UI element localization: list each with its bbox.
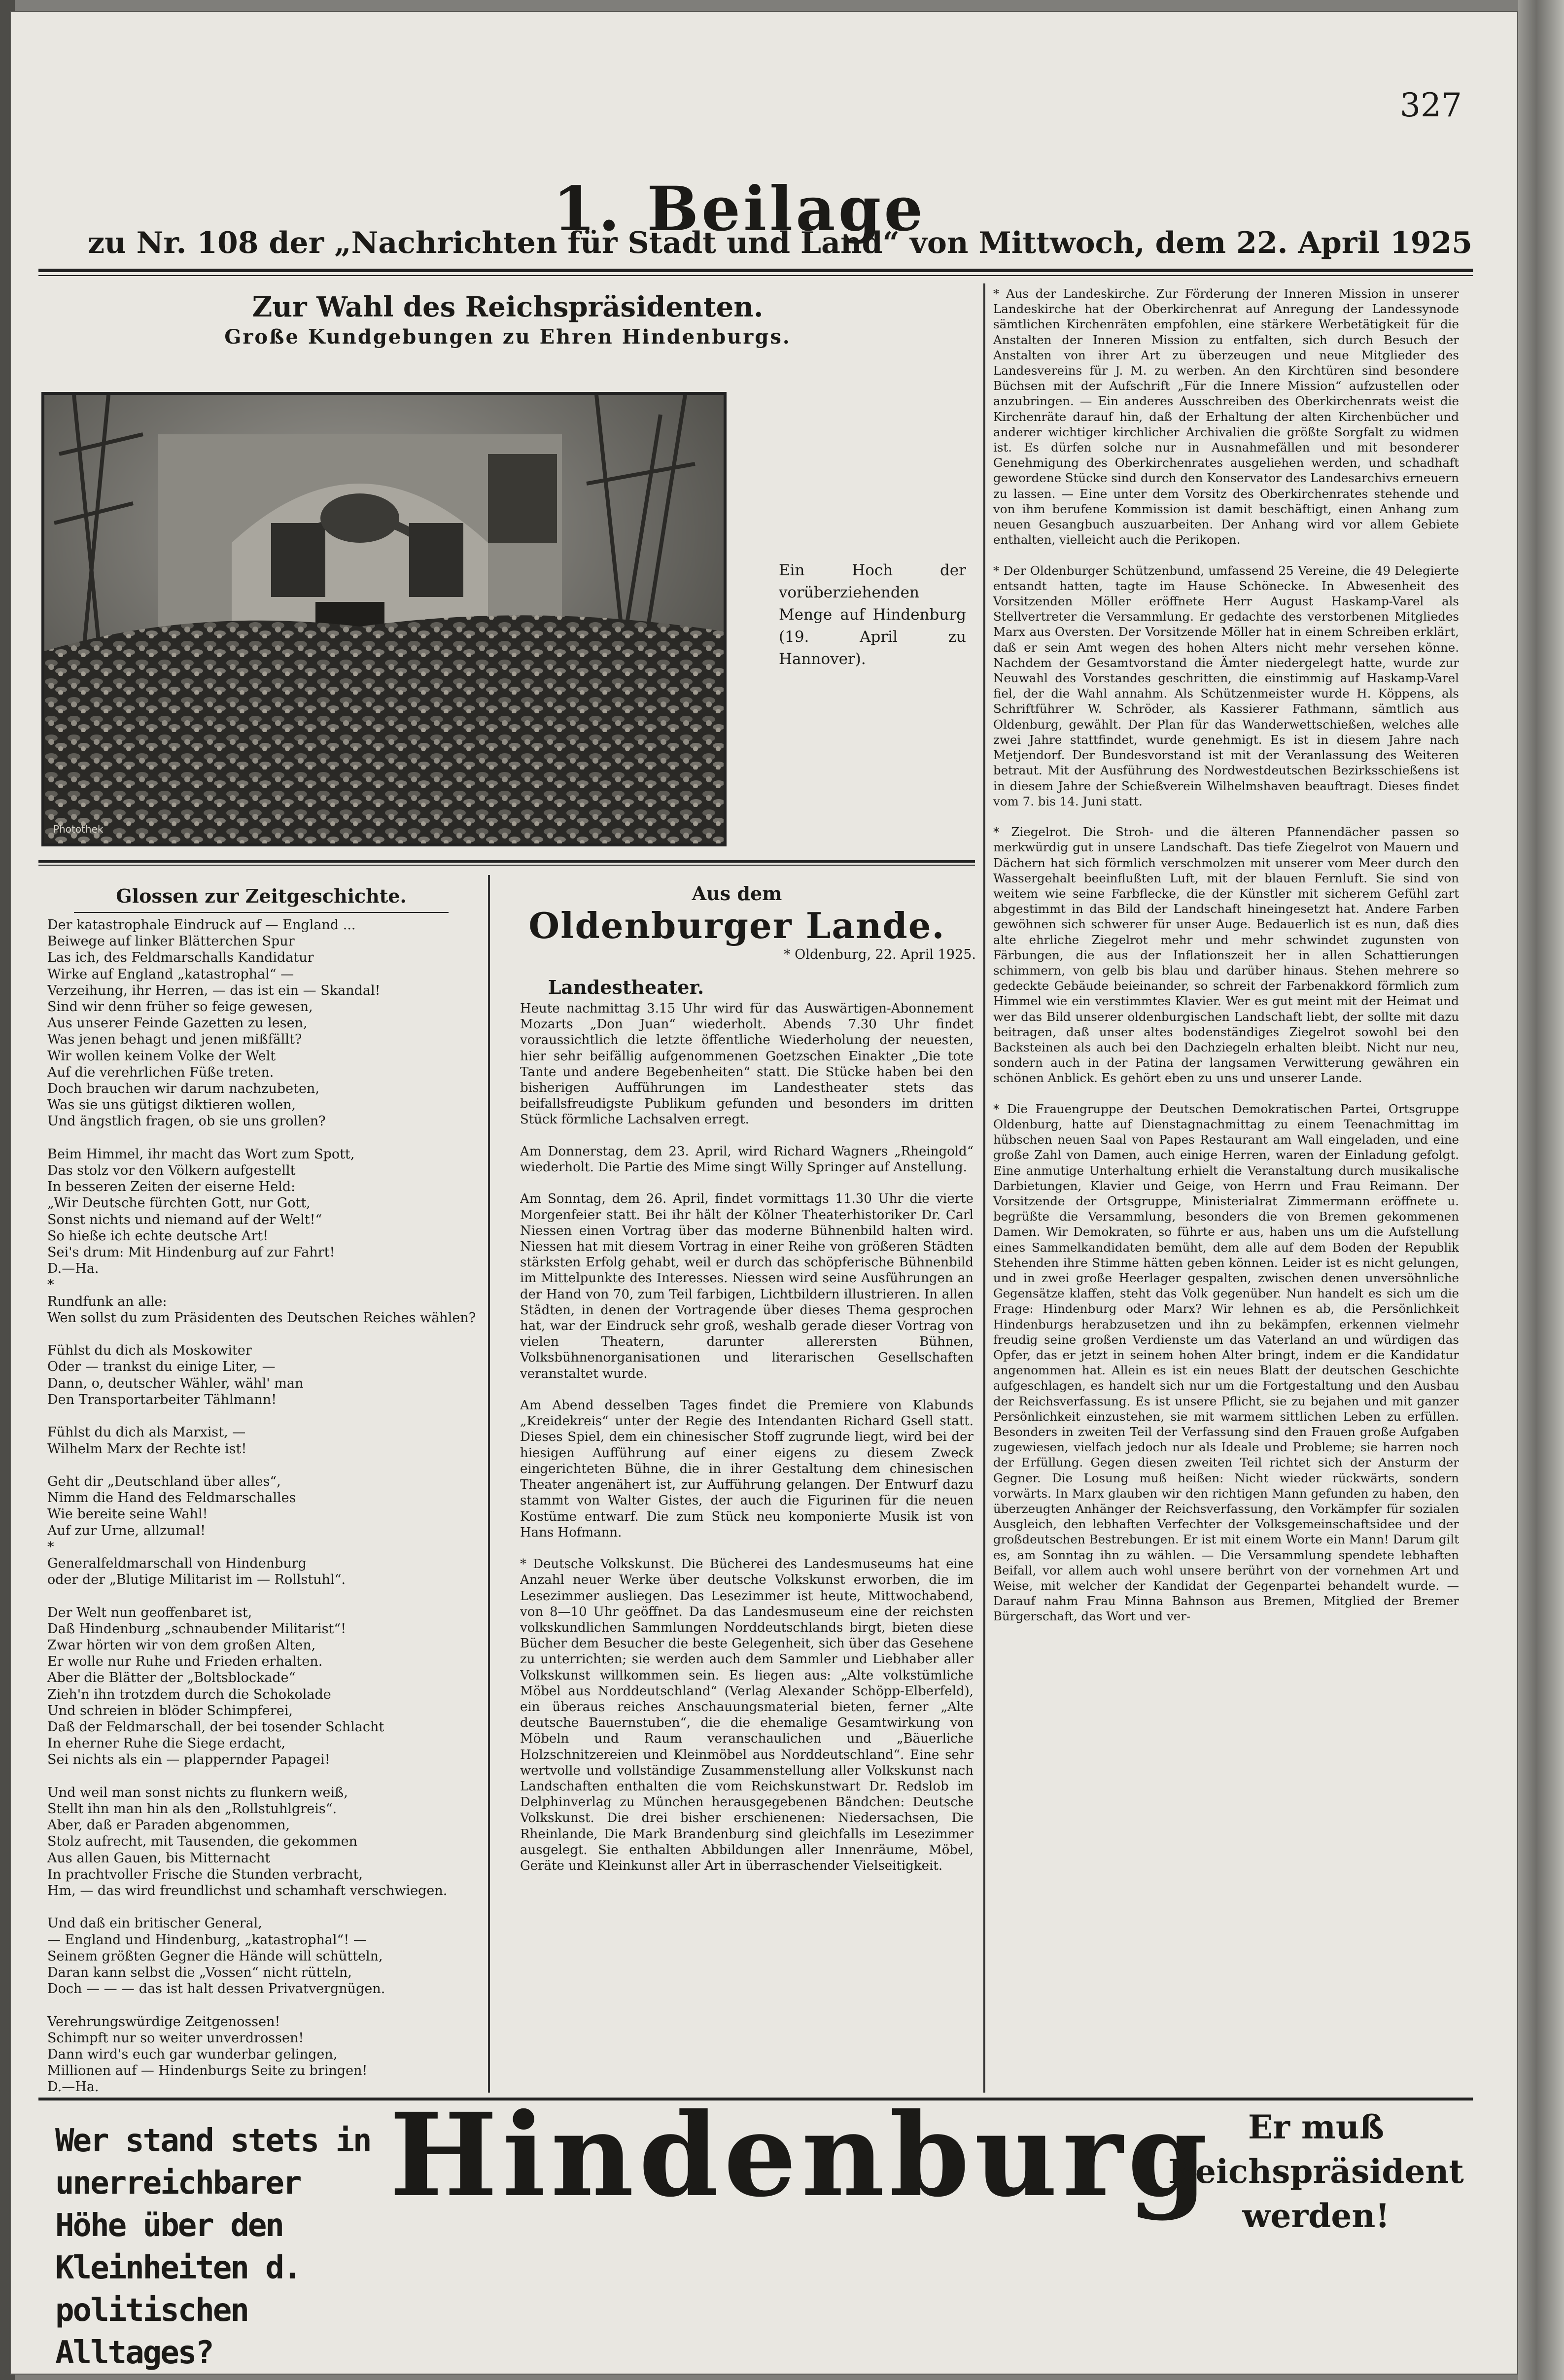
- hindenburg-crowd-photo: [41, 392, 727, 846]
- photo-section-rule-thin: [38, 865, 975, 866]
- page-number: 327: [1400, 86, 1462, 124]
- advert-hindenburg: Hindenburg: [389, 2088, 1213, 2222]
- glossen-text: Der katastrophale Eindruck auf — England ... Beiwege auf linker Blätterchen Spur Las ich, des Feldmarschalls Kandidatur Wirke auf England „katastrophal“ — Verzeihung, ihr Herren, — das ist ein — Skandal! Sind wir denn früher so feige gewesen, Aus unserer Feinde Gazetten zu lesen, Was jenen behagt und jenen mißfällt? Wir wollen keinem Volke der Welt Auf die verehrlichen Füße treten. Doch brauchen wir darum nachzubeten, Was sie uns gütigst diktieren wollen, Und ängstlich fragen, ob sie uns grollen? Beim Himmel, ihr macht das Wort zum Spott, Das stolz vor den Völkern aufgestellt In besseren Zeiten der eiserne Held: „Wir Deutsche fürchten Gott, nur Gott, Sonst nichts und niemand auf der Welt!“ So hieße ich echte deutsche Art! Sei's drum: Mit Hindenburg auf zur Fahrt! D.—Ha. * Rundfunk an alle: Wen sollst du zum Präsidenten des Deutschen Reiches wählen? Fühlst du dich als Moskowiter Oder — trankst du einige Liter, — Dann, o, deutscher Wähler, wähl' man Den Transportarbeiter Tählmann! Fühlst du dich als Marxist, — Wilhelm Marx der Rechte ist! Geht dir „Deutschland über alles“, Nimm die Hand des Feldmarschalles Wie bereite seine Wahl! Auf zur Urne, allzumal! * Generalfeldmarschall von Hindenburg oder der „Blutige Militarist im — Rollstuhl“. Der Welt nun geoffenbaret ist, Daß Hindenburg „schnaubender Militarist“! Zwar hörten wir von dem großen Alten, Er wolle nur Ruhe und Frieden erhalten. Aber die Blätter der „Boltsblockade“ Zieh'n ihn trotzdem durch die Schokolade Und schreien in blöder Schimpferei, Daß der Feldmarschall, der bei tosender Schlacht In eherner Ruhe die Siege erdacht, Sei nichts als ein — plappernder Papagei! Und weil man sonst nichts zu flunkern weiß, Stellt ihn man hin als den „Rollstuhlgreis“. Aber, daß er Paraden abgenommen, Stolz aufrecht, mit Tausenden, die gekommen Aus allen Gauen, bis Mitternacht In prachtvoller Frische die Stunden verbracht, Hm, — das wird freundlichst und schamhaft verschwiegen. Und daß ein britischer General, — England und Hindenburg, „katastrophal“! — Seinem größten Gegner die Hände will schütteln, Daran kann selbst die „Vossen“ nicht rütteln, Doch — — — das ist halt dessen Privatvergnügen. Verehrungswürdige Zeitgenossen! Schimpft nur so weiter unverdrossen! Dann wird's euch gar wunderbar gelingen, Millionen auf — Hindenburgs Seite zu bringen! D.—Ha.: [47, 917, 476, 2095]
- header-rule-thin: [38, 275, 1473, 276]
- election-heading: Zur Wahl des Reichspräsidenten.: [252, 291, 764, 323]
- theater-heading: Landestheater.: [548, 976, 704, 998]
- right-column-text: * Aus der Landeskirche. Zur Förderung der Inneren Mission in unserer Landeskirche hat der Oberkirchenrat auf Anregung der Landessynode sämtlichen Kirchenräten empfohlen, eine stärkere Werbetätigkeit für die Anstalten der Inneren Mission zu entfalten, sich durch Besuch der Anstalten von ihrer Art zu überzeugen und neue Mitglieder des Landesvereins für J. M. zu werben. An den Kirchtüren sind besondere Büchsen mit der Aufschrift „Für die Innere Mission“ aufzustellen oder anzubringen. — Ein anderes Ausschreiben des Oberkirchenrats weist die Kirchenräte darauf hin, daß der Erhaltung der alten Kirchenbücher und anderer wichtiger kirchlicher Archivalien die größte Sorgfalt zu widmen ist. Es dürfen solche nur in Ausnahmefällen und mit besonderer Genehmigung des Oberkirchenrates ausgeliehen werden, und schadhaft gewordene Stücke sind durch den Konservator des Landesarchivs erneuern zu lassen. — Eine unter dem Vorsitz des Oberkirchenrates stehende und von ihm berufene Kommission ist damit beschäftigt, einen Anhang zum neuen Gesangbuch auszuarbeiten. Der Anhang wird vor allem Gebiete enthalten, vielleicht auch die Perikopen. * Der Oldenburger Schützenbund, umfassend 25 Vereine, die 49 Delegierte entsandt hatten, tagte im Hause Schönecke. In Abwesenheit des Vorsitzenden Möller eröffnete Herr August Haskamp-Varel als Stellvertreter die Versammlung. Er gedachte des verstorbenen Mitgliedes Marx aus Oversten. Der Vorsitzende Möller hat in einem Schreiben erklärt, daß er sein Amt wegen des hohen Alters nicht mehr versehen könne. Nachdem der Gesamtvorstand die Ämter niedergelegt hatte, wurde zur Neuwahl des Vorstandes geschritten, die einstimmig auf Haskamp-Varel fiel, der die Wahl annahm. Als Schützenmeister wurde H. Köppens, als Schriftführer W. Schröder, als Kassierer Fathmann, sämtlich aus Oldenburg, gewählt. Der Plan für das Wanderwettschießen, welches alle zwei Jahre stattfindet, wurde genehmigt. Es ist in diesem Jahre nach Metjendorf. Der Bundesvorstand ist mit der Veranlassung des Weiteren betraut. Mit der Ausführung des Nordwestdeutschen Bezirksschießens ist in diesem Jahre der Schießverein Wilhelmshaven beauftragt. Dieses findet vom 7. bis 14. Juni statt. * Ziegelrot. Die Stroh- und die älteren Pfannendächer passen so merkwürdig gut in unsere Landschaft. Das tiefe Ziegelrot von Mauern und Dächern hat sich förmlich verschmolzen mit unserer vom Meer durch den Wassergehalt beeinflußten Luft, mit der blauen Fernluft. Sie sind von weitem wie seine Farbflecke, die der Künstler mit sicherem Gefühl zart abgestimmt in das Bild der Landschaft hineingesetzt hat. Andere Farben gewöhnen sich schwerer für unser Auge. Bedauerlich ist es nun, daß dies alte ehrliche Ziegelrot mehr und mehr schwindet zugunsten von Färbungen, die aus der Inflationszeit her in allen Schattierungen schimmern, von gelb bis blau und darüber hinaus. Stehen mehrere so gedeckte Gebäude beieinander, so schreit der Farbenakkord förmlich zum Himmel wie ein verstimmtes Klavier. Wer es gut meint mit der Heimat und wer das Bild unserer oldenburgischen Landschaft liebt, der sollte mit dazu beitragen, daß unser altes bodenständiges Ziegelrot sowohl bei den Backsteinen als auch bei den Dachziegeln erhalten bleibt. Nicht nur neu, sondern auch in der Patina der langsamen Verwitterung gewähren ein schönen Anblick. Es gehört eben zu uns und unserer Lande. * Die Frauengruppe der Deutschen Demokratischen Partei, Ortsgruppe Oldenburg, hatte auf Dienstagnachmittag zu einem Teenachmittag im hübschen neuen Saal von Papes Restaurant am Wall eingeladen, und eine große Zahl von Damen, auch einige Herren, waren der Einladung gefolgt. Eine anmutige Unterhaltung erhielt die Veranstaltung durch musikalische Darbietungen, Klavier und Geige, von Herrn und Frau Reimann. Der Vorsitzende der Ortsgruppe, Ministerialrat Zimmermann eröffnete u. begrüßte die Versammlung, besonders die von Bremen gekommenen Damen. Wir Demokraten, so führte er aus, haben uns um die Aufstellung eines Sammelkandidaten bemüht, dem alle auf dem Boden der Republik Stehenden ihre Stimme hätten geben können. Leider ist es nicht gelungen, und in zwei große Heerlager gespalten, zwischen denen unversöhnliche Gegensätze klaffen, steht das Volk gegenüber. Nun handelt es sich um die Frage: Hindenburg oder Marx? Wir lehnen es ab, die Persönlichkeit Hindenburgs herabzusetzen und ihn zu bekämpfen, erkennen vielmehr freudig seine großen Verdienste um das Vaterland an und würdigen das Opfer, das er jetzt in seinem hohen Alter bringt, indem er die Kandidatur angenommen hat. Allein es ist ein neues Blatt der deutschen Geschichte aufgeschlagen, es handelt sich nur um die Fortgestaltung und den Ausbau der Reichsverfassung. Es ist unsere Pflicht, sie zu bejahen und mit ganzer Persönlichkeit einzustehen, sie mit warmem sittlichen Leben zu erfüllen. Besonders in zweiten Teil der Verfassung sind den Frauen große Aufgaben zugewiesen, vielfach jedoch nur als Ideale und Probleme; sie harren noch der Erfüllung. Gegen diesen zweiten Teil richtet sich der Ansturm der Gegner. Die Losung muß heißen: Nicht wieder rückwärts, sondern vorwärts. In Marx glauben wir den richtigen Mann gefunden zu haben, den überzeugten Anhänger der Reichsverfassung, den Vorkämpfer für sozialen Ausgleich, den lebhaften Verfechter der Volksgemeinschaftsidee und der großdeutschen Bestrebungen. Er ist mit einem Worte ein Mann! Darum gilt es, am Sonntag ihn zu wählen. — Die Versammlung spendete lebhaften Beifall, vor allem auch wohl unsere berührt von der vornehmen Art und Weise, mit welcher der Kandidat der Gegenpartei behandelt wurde. — Darauf nahm Frau Minna Bahnson aus Bremen, Mitglied der Bremer Bürgerschaft, das Wort und ver-: [993, 286, 1459, 1624]
- oldenburg-kicker: Aus dem: [692, 882, 782, 905]
- column-divider-right: [983, 283, 985, 2093]
- election-subheading: Große Kundgebungen zu Ehren Hindenburgs.: [224, 325, 791, 349]
- glossen-heading-rule: [74, 912, 449, 913]
- glossen-heading: Glossen zur Zeitgeschichte.: [116, 885, 407, 907]
- right-page-edge: [1518, 0, 1564, 2380]
- photo-caption: Ein Hoch der vorüberziehenden Menge auf Hindenburg (19. April zu Hannover).: [779, 561, 966, 668]
- advert-right-text: Er muß Reichspräsident werden!: [1168, 2108, 1464, 2235]
- header-rule-thick: [38, 269, 1473, 272]
- oldenburg-heading: Oldenburger Lande.: [528, 905, 945, 946]
- supplement-subtitle: zu Nr. 108 der „Nachrichten für Stadt und Land“ von Mittwoch, dem 22. April 1925: [88, 226, 1472, 260]
- advert-left-text: Wer stand stets in unerreichbarer Höhe über den Kleinheiten d. politischen Alltages?: [55, 2123, 371, 2371]
- column-divider-left: [488, 875, 490, 2093]
- photo-section-rule: [38, 860, 975, 863]
- photo-credit: Photothek: [53, 823, 104, 835]
- oldenburg-dateline: * Oldenburg, 22. April 1925.: [784, 947, 976, 962]
- supplement-title: 1. Beilage: [553, 174, 926, 245]
- oldenburg-text: Heute nachmittag 3.15 Uhr wird für das Auswärtigen-Abonnement Mozarts „Don Juan“ wiederholt. Abends 7.30 Uhr findet voraussichtlich die letzte öffentliche Wiederholung der neuesten, hier sehr beifällig aufgenommenen Goetzschen Einakter „Die tote Tante und andere Begebenheiten“ statt. Die Stücke haben bei den bisherigen Aufführungen im Landestheater stets das beifallsfreudigste Publikum gefunden und besonders im dritten Stück förmliche Lachsalven erregt. Am Donnerstag, dem 23. April, wird Richard Wagners „Rheingold“ wiederholt. Die Partie des Mime singt Willy Springer auf Anstellung. Am Sonntag, dem 26. April, findet vormittags 11.30 Uhr die vierte Morgenfeier statt. Bei ihr hält der Kölner Theaterhistoriker Dr. Carl Niessen einen Vortrag über das moderne Bühnenbild halten wird. Niessen hat mit diesem Vortrag in einer Reihe von größeren Städten stärksten Erfolg gehabt, weil er durch das schöpferische Bühnenbild im Mittelpunkte des Interesses. Niessen wird seine Ausführungen an der Hand von 70, zum Teil farbigen, Lichtbildern illustrieren. In allen Städten, in denen der Vortragende über dieses Thema gesprochen hat, war der Eindruck sehr groß, weshalb gerade dieser Vortrag von vielen Theatern, darunter allerersten Bühnen, Volksbühnenorganisationen und literarischen Gesellschaften veranstaltet wurde. Am Abend desselben Tages findet die Premiere von Klabunds „Kreidekreis“ unter der Regie des Intendanten Richard Gsell statt. Dieses Spiel, dem ein chinesischer Stoff zugrunde liegt, wird bei der hiesigen Aufführung auf einer eigens zu diesem Zweck eingerichteten Bühne, die in ihrer Gestaltung dem chinesischen Theater angenähert ist, zur Aufführung gelangen. Der Entwurf dazu stammt von Walter Gistes, der auch die Figurinen für die neuen Kostüme entwarf. Die zum Stück neu komponierte Musik ist von Hans Hofmann. * Deutsche Volkskunst. Die Bücherei des Landesmuseums hat eine Anzahl neuer Werke über deutsche Volkskunst erworben, die im Lesezimmer ausliegen. Das Lesezimmer ist heute, Mittwochabend, von 8—10 Uhr geöffnet. Da das Landesmuseum eine der reichsten volkskundlichen Sammlungen Norddeutschlands birgt, bieten diese Bücher dem Besucher die beste Gelegenheit, sich über das Gesehene zu unterrichten; sie werden auch dem Sammler und Liebhaber aller Volkskunst willkommen sein. Es liegen aus: „Alte volkstümliche Möbel aus Norddeutschland“ (Verlag Alexander Schöpp-Elberfeld), ein überaus reiches Anschauungsmaterial bieten, ferner „Alte deutsche Bauernstuben“, die die ehemalige Gesamtwirkung von Möbeln und Raum veranschaulichen und „Bäuerliche Holzschnitzereien und Kleinmöbel aus Norddeutschland“. Eine sehr wertvolle und vollständige Zusammenstellung aller Volkskunst nach Landschaften enthalten die vom Reichskunstwart Dr. Redslob im Delphinverlag zu München herausgegebenen Bändchen: Deutsche Volkskunst. Die drei bisher erschienenen: Niedersachsen, Die Rheinlande, Die Mark Brandenburg sind gleichfalls im Lesezimmer ausgelegt. Sie enthalten Abbildungen aller Innenräume, Möbel, Geräte und Kleinkunst aller Art in überraschender Vielseitigkeit.: [520, 1001, 973, 1873]
